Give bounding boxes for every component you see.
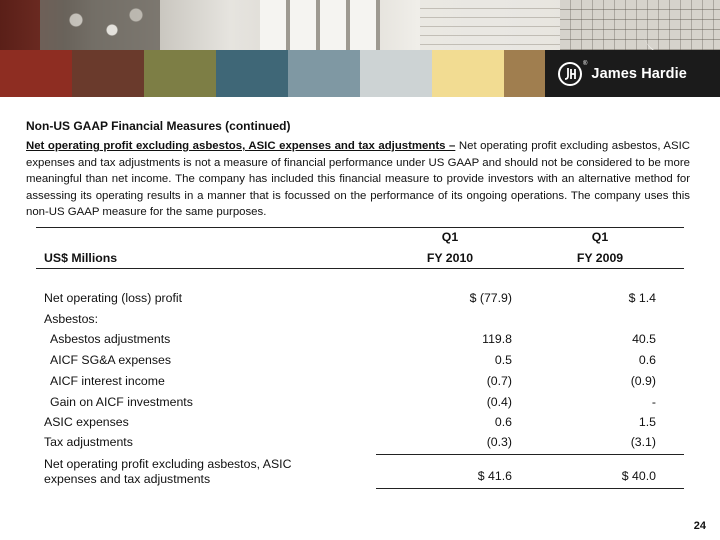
row-value-fy2010: 0.5 (494, 353, 512, 367)
row-label: Asbestos adjustments (50, 332, 171, 346)
units-header: US$ Millions (44, 251, 118, 265)
window-photo (260, 0, 380, 50)
col1-header-year: FY 2010 (426, 251, 474, 265)
brand-logo (545, 50, 720, 97)
row-value-fy2009: 40.5 (632, 332, 656, 346)
row-label: Net operating (loss) profit (44, 291, 183, 305)
section-heading: Non-US GAAP Financial Measures (continued) (26, 119, 291, 133)
row-label: AICF interest income (50, 374, 165, 388)
header-bottom-rule (36, 268, 684, 269)
color-swatch (144, 50, 216, 97)
color-swatch (288, 50, 360, 97)
row-value-fy2009: $ 1.4 (628, 291, 656, 305)
color-swatch (432, 50, 504, 97)
foliage-photo (40, 0, 160, 50)
total-label-line1: Net operating profit excluding asbestos, ASIC (44, 457, 292, 471)
color-swatch (360, 50, 432, 97)
color-swatch (0, 50, 72, 97)
row-value-fy2009: - (651, 395, 656, 409)
jh-monogram-icon (558, 62, 582, 86)
total-label-line2: expenses and tax adjustments (44, 472, 211, 486)
row-value-fy2009: (3.1) (630, 435, 656, 449)
col2-header-year: FY 2009 (576, 251, 624, 265)
paragraph-body: Net operating profit excluding asbestos, ASIC expenses and tax adjustments is not a measure of financial performance under US GAAP and should not be considered to be more meaningful than net income. The company has included this financial measure to provide investors with an alternative method for assessing its operating results in a manner that is focussed on the performance of its ongoing operations. The company uses this non-US GAAP measure for the same purposes. (26, 140, 690, 218)
row-value-fy2010: (0.4) (486, 395, 512, 409)
row-value-fy2009: 1.5 (638, 415, 656, 429)
page-number: 24 (693, 520, 706, 532)
total-value-fy2009: $ 40.0 (621, 469, 656, 483)
row-value-fy2010: $ (77.9) (469, 291, 512, 305)
col1-header-period: Q1 (441, 230, 459, 244)
description-paragraph (26, 138, 690, 221)
registered-mark: ® (583, 61, 588, 67)
total-top-rule (376, 454, 684, 455)
row-value-fy2010: 0.6 (494, 415, 512, 429)
row-value-fy2009: 0.6 (638, 353, 656, 367)
row-label: Asbestos: (44, 312, 98, 326)
col2-header-period: Q1 (591, 230, 609, 244)
row-label: Tax adjustments (44, 435, 133, 449)
header-banner (0, 0, 720, 97)
paragraph-lead: Net operating profit excluding asbestos, ASIC expenses and tax adjustments – (26, 140, 456, 152)
row-value-fy2010: 119.8 (482, 332, 512, 346)
row-label: Gain on AICF investments (50, 395, 193, 409)
total-bottom-rule (376, 488, 684, 489)
table-top-rule (36, 227, 684, 228)
row-value-fy2009: (0.9) (630, 374, 656, 388)
color-swatch (216, 50, 288, 97)
color-swatch (72, 50, 144, 97)
brand-name: James Hardie (591, 65, 687, 82)
row-value-fy2010: (0.7) (486, 374, 512, 388)
total-label (44, 457, 291, 487)
row-label: ASIC expenses (44, 415, 129, 429)
row-label: AICF SG&A expenses (50, 353, 171, 367)
row-value-fy2010: (0.3) (486, 435, 512, 449)
total-value-fy2010: $ 41.6 (477, 469, 512, 483)
